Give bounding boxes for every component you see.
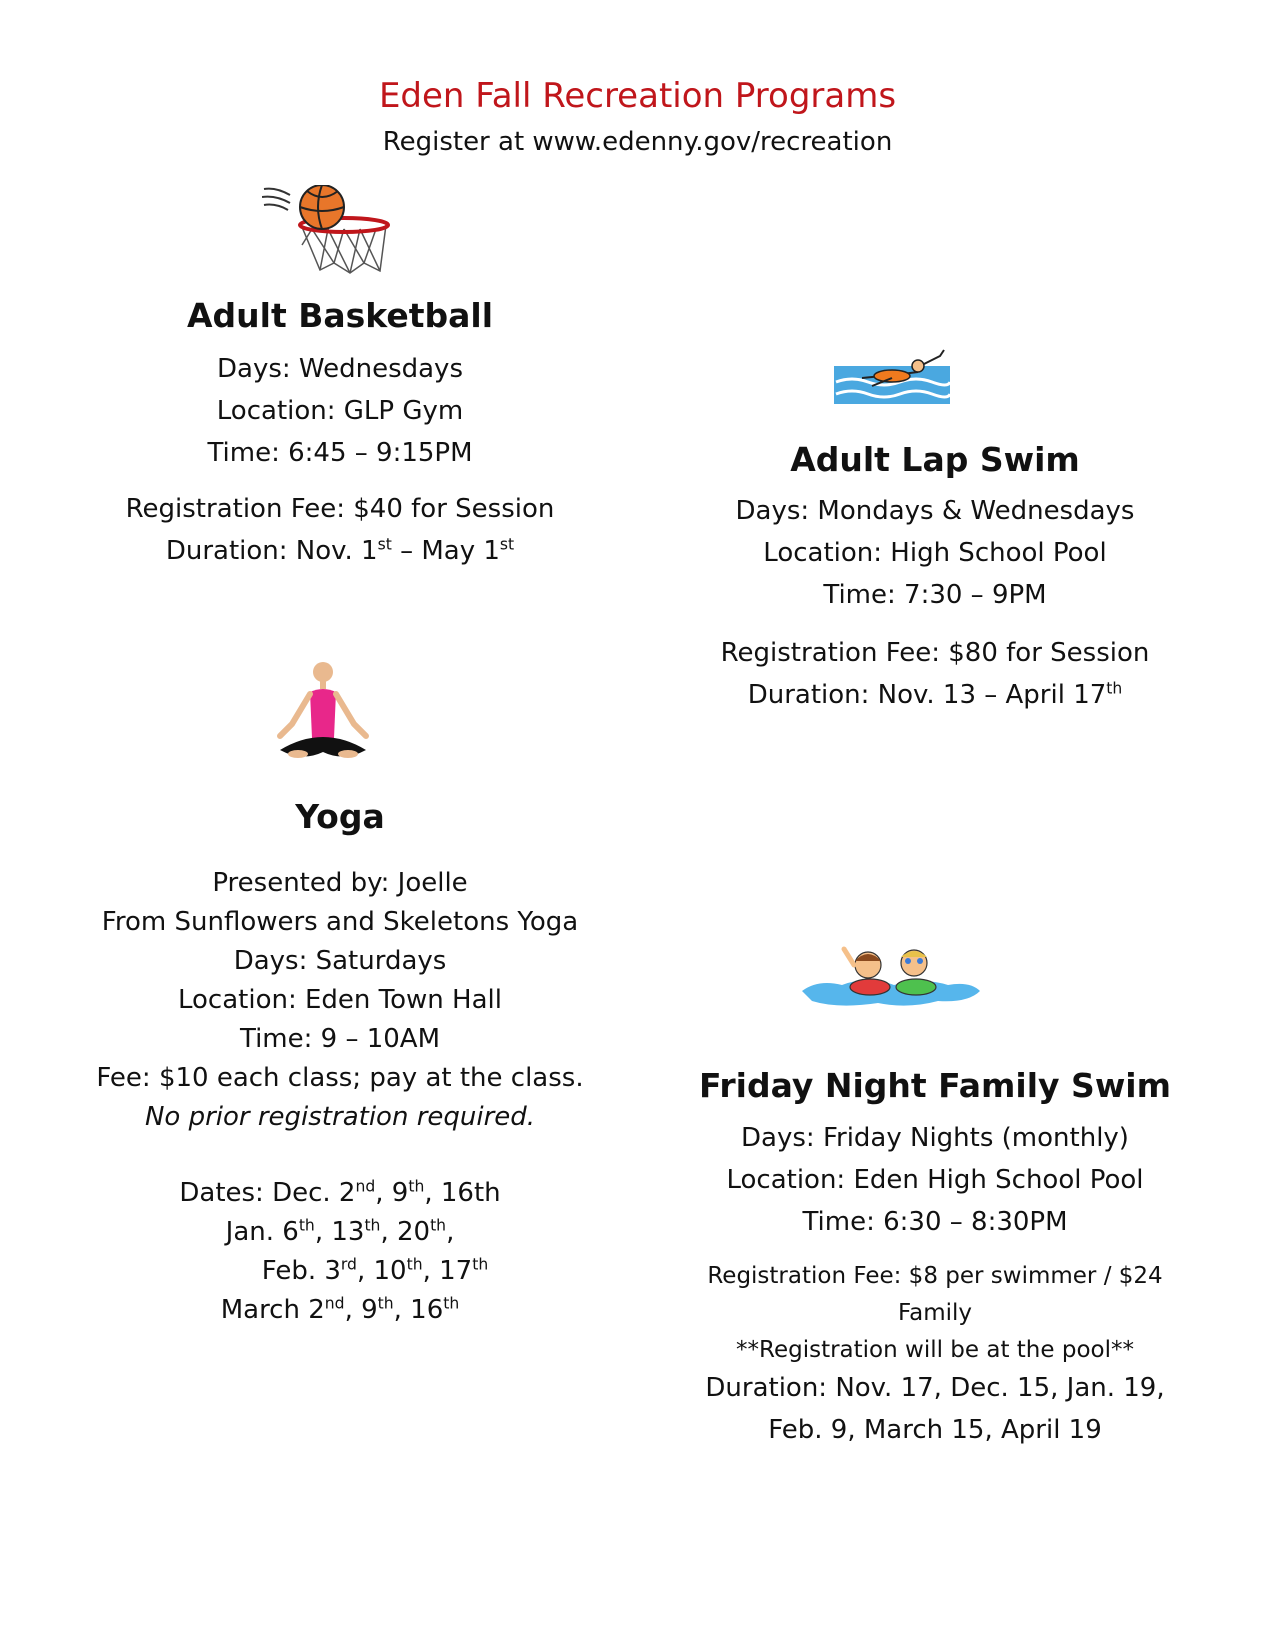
lap-swim-days: Days: Mondays & Wednesdays	[735, 496, 1135, 526]
basketball-days: Days: Wednesdays	[217, 354, 463, 384]
basketball-time: Time: 6:45 – 9:15PM	[207, 438, 473, 468]
yoga-presenter: Presented by: Joelle	[212, 868, 468, 898]
yoga-dates-jan: Jan. 6th, 13th, 20th,	[225, 1216, 455, 1247]
lap-swim-heading: Adult Lap Swim	[790, 440, 1080, 479]
family-swim-days: Days: Friday Nights (monthly)	[741, 1123, 1129, 1153]
yoga-time: Time: 9 – 10AM	[239, 1024, 441, 1054]
family-swim-location: Location: Eden High School Pool	[726, 1165, 1144, 1195]
basketball-hoop-icon	[262, 185, 402, 280]
family-swim-duration-line2: Feb. 9, March 15, April 19	[768, 1415, 1102, 1445]
page-title: Eden Fall Recreation Programs	[378, 76, 897, 116]
family-swim-heading: Friday Night Family Swim	[698, 1066, 1172, 1105]
family-swim-fee-line1: Registration Fee: $8 per swimmer / $24	[707, 1263, 1163, 1289]
yoga-studio: From Sunflowers and Skeletons Yoga	[101, 907, 579, 937]
family-swim-fee-line2: Family	[897, 1300, 972, 1326]
family-swim-icon	[798, 935, 983, 1015]
yoga-note: No prior registration required.	[144, 1102, 536, 1132]
yoga-dates-mar: March 2nd, 9th, 16th	[220, 1294, 460, 1325]
basketball-heading: Adult Basketball	[186, 296, 494, 335]
swimmer-icon	[832, 348, 952, 408]
yoga-pose-icon	[268, 640, 378, 770]
basketball-duration: Duration: Nov. 1st – May 1st	[165, 535, 515, 566]
basketball-location: Location: GLP Gym	[216, 396, 464, 426]
yoga-dates-feb: Feb. 3rd, 10th, 17th	[261, 1255, 489, 1286]
yoga-heading: Yoga	[295, 797, 385, 836]
yoga-fee: Fee: $10 each class; pay at the class.	[96, 1063, 584, 1093]
lap-swim-location: Location: High School Pool	[763, 538, 1107, 568]
family-swim-time: Time: 6:30 – 8:30PM	[802, 1207, 1068, 1237]
registration-url-text: Register at www.edenny.gov/recreation	[382, 127, 893, 157]
basketball-fee: Registration Fee: $40 for Session	[125, 494, 555, 524]
lap-swim-fee: Registration Fee: $80 for Session	[720, 638, 1150, 668]
yoga-location: Location: Eden Town Hall	[178, 985, 502, 1015]
lap-swim-time: Time: 7:30 – 9PM	[823, 580, 1047, 610]
yoga-dates-dec: Dates: Dec. 2nd, 9th, 16th	[179, 1177, 501, 1208]
family-swim-duration-line1: Duration: Nov. 17, Dec. 15, Jan. 19,	[705, 1373, 1165, 1403]
lap-swim-duration: Duration: Nov. 13 – April 17th	[747, 679, 1123, 710]
yoga-days: Days: Saturdays	[233, 946, 447, 976]
family-swim-registration-note: **Registration will be at the pool**	[736, 1337, 1134, 1363]
